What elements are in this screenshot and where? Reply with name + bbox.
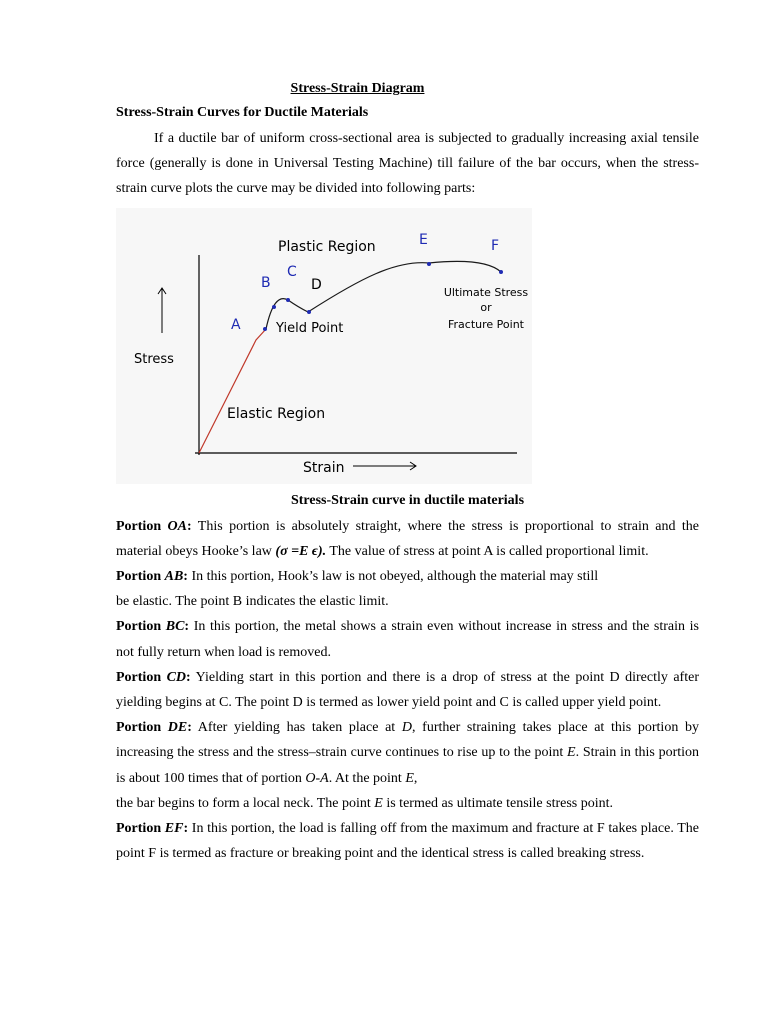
- portion-cd-label-colon: :: [186, 669, 191, 685]
- point-f-marker: [499, 270, 503, 274]
- portion-cd-label: [116, 670, 191, 685]
- portion-oa-text2: The value of stress at point A is called proportional limit.: [326, 543, 649, 559]
- portion-ef-label-id: EF: [164, 821, 184, 837]
- page-title: Stress-Strain Diagram: [290, 81, 425, 96]
- portion-ef-label: [116, 821, 188, 836]
- portion-cd: [116, 665, 699, 715]
- portion-oa-label-pre: Portion: [116, 518, 168, 534]
- point-c-marker: [286, 298, 290, 302]
- portion-de-t7: is termed as ultimate tensile stress point.: [382, 795, 614, 811]
- hookes-law-formula: (σ =E ϵ).: [275, 543, 327, 559]
- portion-de-label-id: DE: [167, 720, 188, 736]
- point-d-marker: [307, 310, 311, 314]
- portion-ab-label-id: AB: [164, 569, 184, 585]
- portion-de-t1: After yielding has taken place at: [191, 720, 402, 736]
- stress-axis-label: Stress: [134, 351, 174, 367]
- portion-bc-text: In this portion, the metal shows a strain even without increase in stress and the strain is not fully return when load is removed.: [116, 619, 699, 660]
- portion-cd-text: Yielding start in this portion and there is a drop of stress at the point D directly after yielding begins at C. The point D is termed as lower yield point and C is called upper yield point.: [116, 669, 699, 711]
- point-b-label: B: [261, 274, 271, 291]
- portion-ab-text2: be elastic. The point B indicates the elastic limit.: [116, 594, 389, 610]
- intro-paragraph: If a ductile bar of uniform cross-sectional area is subjected to gradually increasing axial tensile force (generally is done in Universal Testing Machine) till failure of the bar occurs, when the stress-strain curve plots the curve may be divided into following parts:: [116, 131, 699, 197]
- portion-oa-label-colon: :: [186, 518, 192, 534]
- portion-ab-label: [116, 569, 188, 584]
- portion-bc: [116, 614, 699, 664]
- point-a-label: A: [231, 316, 241, 333]
- portion-de: [116, 715, 699, 816]
- elastic-curve: [199, 329, 266, 453]
- portion-de-line2: [116, 791, 699, 816]
- portion-ef-text: In this portion, the load is falling off from the maximum and fracture at F takes place. The point F is termed as fracture or breaking point and the identical stress is called breaking stress.: [116, 821, 699, 862]
- point-a-marker: [263, 327, 267, 331]
- portion-de-point-d: D: [401, 720, 412, 736]
- portion-de-t6: the bar begins to form a local neck. The point: [116, 795, 375, 811]
- portion-oa-label-id: OA: [167, 518, 187, 534]
- portion-de-oa: O-A: [305, 770, 329, 786]
- portion-cd-label-id: CD: [166, 669, 187, 685]
- ultimate-stress-label: Ultimate Stress: [443, 285, 529, 299]
- portion-de-label: [116, 720, 192, 735]
- portion-bc-label-pre: Portion: [116, 619, 166, 635]
- ultimate-or-label: or: [480, 300, 492, 314]
- portion-de-point-e3: E: [374, 795, 383, 811]
- portion-de-t4: . At the point: [328, 770, 406, 786]
- fracture-point-label: Fracture Point: [448, 317, 524, 331]
- portion-de-point-e1: E: [567, 745, 576, 761]
- stress-strain-figure: [116, 208, 532, 484]
- point-e-label: E: [419, 231, 428, 248]
- point-e-marker: [427, 262, 431, 266]
- strain-axis-label: Strain: [303, 459, 345, 476]
- portion-cd-label-pre: Portion: [116, 669, 167, 685]
- portion-de-t5: ,: [413, 770, 418, 786]
- portion-ef-label-colon: :: [183, 821, 189, 837]
- point-f-label: F: [491, 237, 500, 254]
- portion-ef: [116, 816, 699, 866]
- yield-point-label: Yield Point: [276, 320, 344, 336]
- figure-caption: Stress-Strain curve in ductile materials: [290, 492, 525, 508]
- portion-bc-label-colon: :: [184, 619, 190, 635]
- portion-ab: [116, 564, 699, 614]
- stress-strain-diagram: [116, 208, 532, 484]
- portion-bc-label: [116, 619, 189, 634]
- portion-oa-label: [116, 519, 192, 534]
- portion-de-t2: , further straining takes place at this portion by increasing the stress and the stress–strain curve continues to rise up to the point: [116, 720, 699, 761]
- point-d-label: D: [311, 276, 322, 293]
- portion-oa-text1: This portion is absolutely straight, where the stress is proportional to strain and the material obeys Hooke’s law: [116, 518, 699, 559]
- elastic-region-label: Elastic Region: [227, 405, 326, 422]
- portion-ab-label-pre: Portion: [116, 569, 165, 585]
- portion-de-label-pre: Portion: [116, 720, 168, 736]
- portion-ab-text1: In this portion, Hook’s law is not obeyed, although the material may still: [187, 569, 599, 585]
- portion-bc-label-id: BC: [165, 619, 185, 635]
- portion-ab-label-colon: :: [183, 569, 188, 585]
- plastic-region-label: Plastic Region: [278, 238, 376, 255]
- portion-de-label-colon: :: [187, 720, 192, 736]
- portion-de-point-e2: E: [405, 770, 414, 786]
- point-b-marker: [272, 305, 276, 309]
- portion-oa: [116, 514, 699, 564]
- point-c-label: C: [287, 263, 297, 280]
- portion-ef-label-pre: Portion: [116, 821, 165, 837]
- portion-de-t3: . Strain in this portion is about 100 times that of portion: [116, 745, 700, 786]
- document-page: [116, 78, 699, 866]
- section-subtitle: Stress-Strain Curves for Ductile Materials: [116, 105, 369, 120]
